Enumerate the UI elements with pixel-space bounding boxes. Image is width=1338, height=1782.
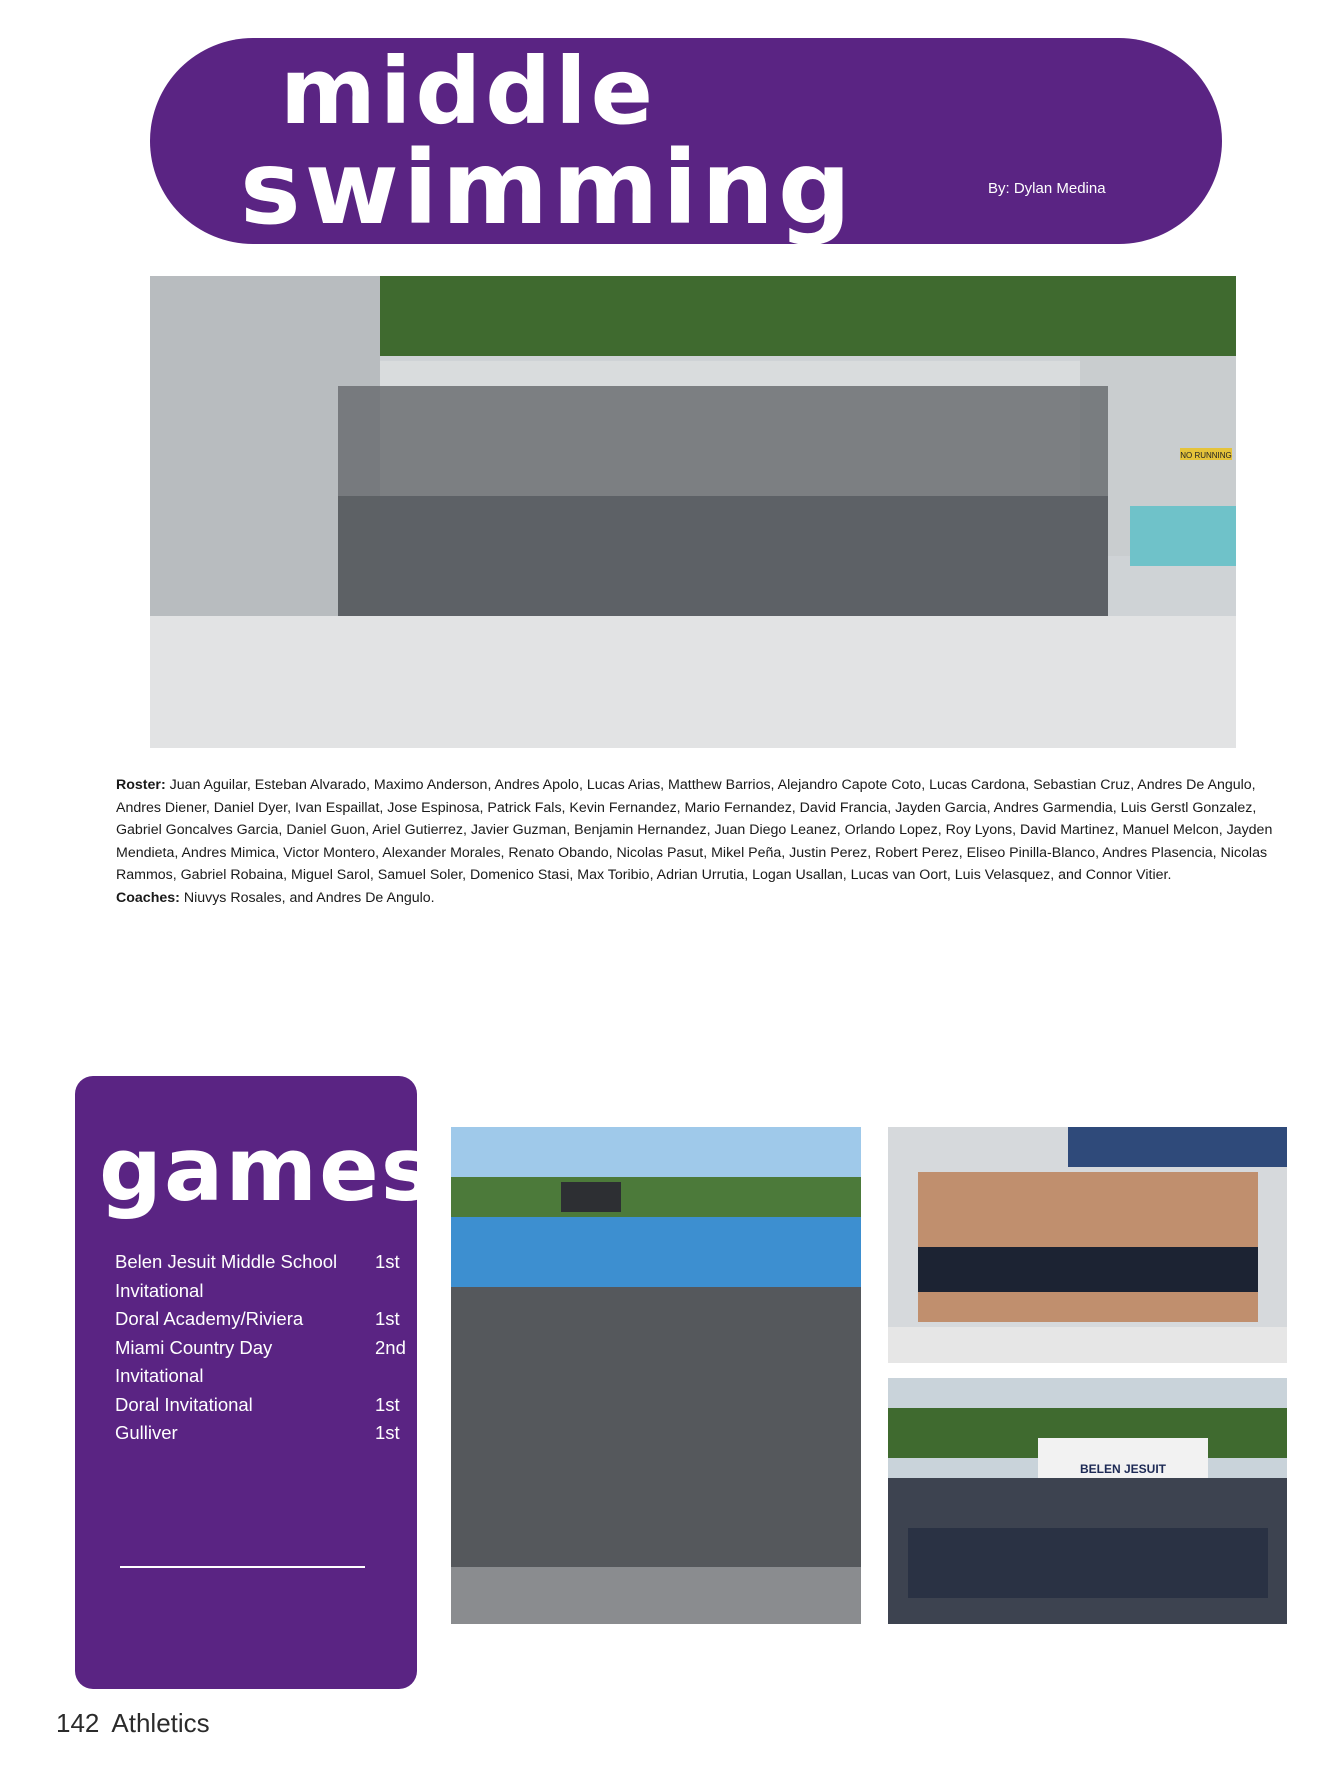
tent-banner-text: BELEN JESUIT — [1079, 1462, 1167, 1476]
game-name: Miami Country Day Invitational — [115, 1336, 273, 1386]
game-result-row — [115, 1305, 415, 1334]
games-divider — [120, 1566, 365, 1568]
coaches-names: Niuvys Rosales, and Andres De Angulo. — [179, 889, 435, 906]
section-name: Athletics — [111, 1708, 210, 1738]
team-photo — [150, 276, 1236, 748]
tent-group-photo — [888, 1378, 1287, 1624]
game-place: 1st — [375, 1308, 400, 1329]
swimmers-lineup-photo — [888, 1127, 1287, 1363]
no-running-sign: NO RUNNING — [1180, 451, 1232, 460]
roster-text — [116, 774, 1276, 910]
game-name: Doral Academy/Riviera — [115, 1308, 304, 1329]
page-title-line-2: swimming — [240, 129, 856, 248]
roster-names: Juan Aguilar, Esteban Alvarado, Maximo Anderson, Andres Apolo, Lucas Arias, Matthew Barrios, Alejandro Capote Coto, Lucas Cardona, Sebastian Cruz, Andres De Angulo, Andres Diener, Daniel Dyer, Ivan Espaillat, Jose Espinosa, Patrick Fals, Kevin Fernandez, Mario Fernandez, David Francia, Jayden Garcia, Andres Garmendia, Luis Gerstl Gonzalez, Gabriel Goncalves Garcia, Daniel Guon, Ariel Gutierrez, Javier Guzman, Benjamin Hernandez, Juan Diego Leanez, Orlando Lopez, Roy Lyons, David Martinez, Manuel Melcon, Jayden Mendieta, Andres Mimica, Victor Montero, Alexander Morales, Renato Obando, Nicolas Pasut, Mikel Peña, Justin Perez, Robert Perez, Eliseo Pinilla-Blanco, Andres Plasencia, Nicolas Rammos, Gabriel Robaina, Miguel Sarol, Samuel Soler, Domenico Stasi, Max Toribio, Adrian Urrutia, Logan Usallan, Lucas van Oort, Luis Velasquez, and Connor Vitier. — [116, 777, 1273, 884]
game-result-row — [115, 1419, 415, 1448]
game-name: Belen Jesuit Middle School Invitational — [115, 1251, 338, 1301]
page-footer — [56, 1708, 210, 1739]
game-result-row — [115, 1391, 415, 1420]
game-name: Doral Invitational — [115, 1393, 253, 1415]
games-results-list — [115, 1248, 415, 1448]
game-result-row — [115, 1334, 415, 1391]
game-place: 1st — [375, 1393, 400, 1415]
title-banner — [150, 38, 1222, 248]
game-place: 1st — [375, 1251, 400, 1272]
roster-label: Roster: — [116, 777, 166, 793]
page-title-line-1: middle — [280, 38, 658, 145]
coaches-label: Coaches: — [116, 889, 180, 906]
game-result-row — [115, 1248, 415, 1305]
game-name: Gulliver — [115, 1422, 178, 1443]
byline: By: Dylan Medina — [988, 180, 1106, 197]
game-place: 1st — [375, 1422, 400, 1443]
group-photo-pool — [451, 1127, 861, 1624]
games-card — [75, 1076, 436, 1689]
game-place: 2nd — [375, 1336, 406, 1358]
page-number: 142 — [56, 1708, 100, 1738]
games-title: games — [99, 1118, 436, 1221]
